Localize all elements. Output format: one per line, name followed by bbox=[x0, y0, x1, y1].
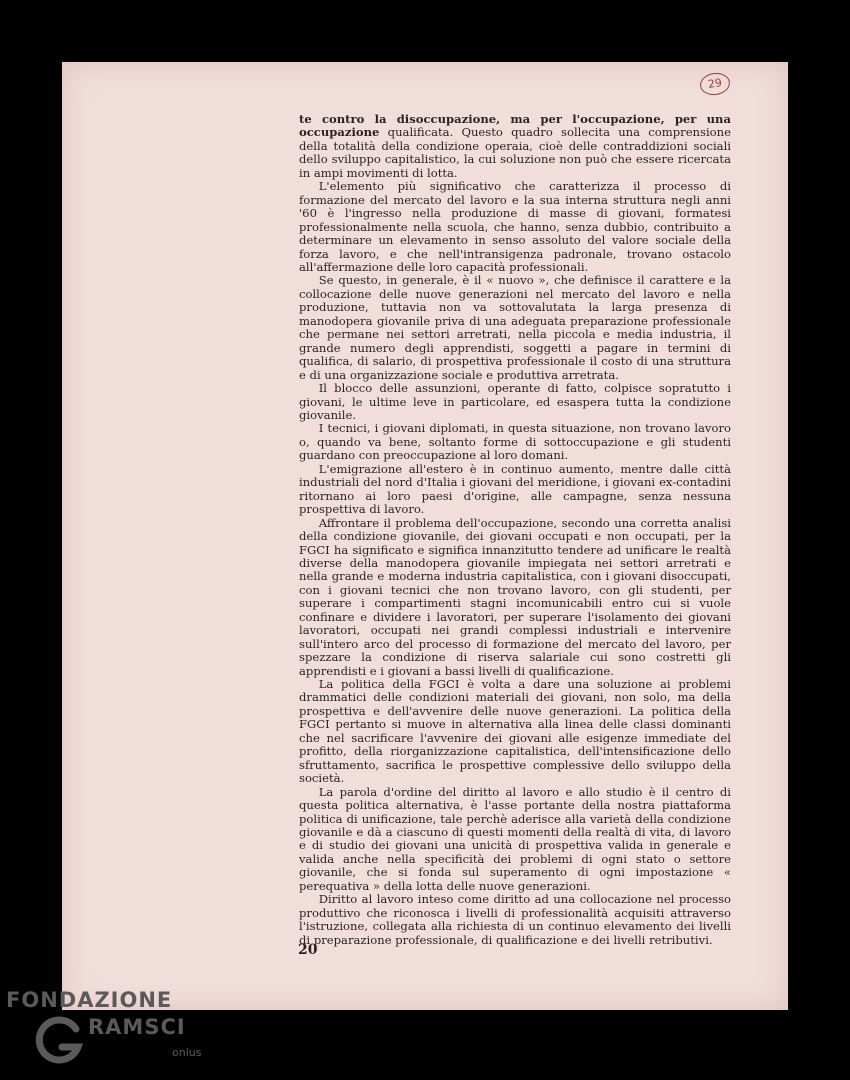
paragraph-9: La parola d'ordine del diritto al lavoro e allo studio è il centro di questa politica alternativa, è l'asse portante della nostra piattaforma politica di unificazione, tale perchè aderisce alla varietà della condizione giovanile e dà a ciascuno di questi momenti della realtà di vita, di lavoro e di studio dei giovani una unicità di prospettiva valida in generale e valida anche nella specificità dei problemi di ogni stato o settore giovanile, che si fonda sul superamento di ogni impostazione « perequativa » della lotta delle nuove generazioni. bbox=[299, 784, 731, 893]
watermark-line-2: RAMSCI bbox=[88, 1015, 186, 1039]
handwritten-page-mark: 29 bbox=[699, 71, 732, 97]
paragraph-2: L'elemento più significativo che caratterizza il processo di formazione del mercato del lavoro e la sua interna struttura negli anni '60 è l'ingresso nella produzione di masse di giovani, formatesi professionalmente nella scuola, che hanno, senza dubbio, contribuito a determinare un elevamento in senso assoluto del valore sociale della forza lavoro, e che nell'intransigenza padronale, trovano ostacolo all'affermazione delle loro capacità professionali. bbox=[299, 179, 731, 274]
fondazione-gramsci-watermark bbox=[0, 985, 220, 1075]
paragraph-3: Se questo, in generale, è il « nuovo », che definisce il carattere e la collocazione delle nuove generazioni nel mercato del lavoro e nella produzione, tuttavia non va sottovalutata la larga presenza di manodopera giovanile priva di una adeguata preparazione professionale che permane nei settori arretrati, nella piccola e media industria, il grande numero degli apprendisti, soggetti a pagare in termini di qualifica, di salario, di prospettiva professionale il costo di una struttura e di una organizzazione sociale e produttiva arretrata. bbox=[299, 273, 731, 382]
paragraph-10: Diritto al lavoro inteso come diritto ad una collocazione nel processo produttivo che riconosca i livelli di professionalità acquisiti attraverso l'istruzione, collegata alla richiesta di un continuo elevamento dei livelli di preparazione professionale, di qualificazione e dei livelli retributivi. bbox=[299, 892, 731, 947]
stylized-g-icon bbox=[32, 1013, 88, 1069]
paragraph-1 bbox=[299, 113, 731, 180]
watermark-line-1: FONDAZIONE bbox=[6, 988, 173, 1012]
paragraph-4: Il blocco delle assunzioni, operante di fatto, colpisce sopratutto i giovani, le ultime leve in particolare, ed esaspera tutta la condizione giovanile. bbox=[299, 381, 731, 422]
body-text bbox=[299, 113, 731, 947]
paragraph-6: L'emigrazione all'estero è in continuo aumento, mentre dalle città industriali del nord d'Italia i giovani del meridione, i giovani ex-contadini ritornano ai loro paesi d'origine, alle campagne, senza nessuna prospettiva di lavoro. bbox=[299, 461, 731, 517]
paragraph-1-text: qualificata. Questo quadro sollecita una comprensione della totalità della condizione operaia, cioè delle contraddizioni sociali dello sviluppo capitalistico, la cui soluzione non può che essere ricercata in ampi movimenti di lotta. bbox=[299, 125, 731, 180]
watermark-line-3: onlus bbox=[172, 1046, 202, 1059]
paragraph-7: Affrontare il problema dell'occupazione, secondo una corretta analisi della condizione giovanile, dei giovani occupati e non occupati, per la FGCI ha significato e significa innanzitutto tendere ad unificare le realtà diverse della manodopera giovanile impiegata nei settori arretrati e nella grande e moderna industria capitalistica, con i giovani disoccupati, con i giovani tecnici che non trovano lavoro, con gli studenti, per superare i compartimenti stagni incomunicabili entro cui si vuole confinare e dividere i lavoratori, per superare l'isolamento dei giovani lavoratori, occupati nei grandi complessi industriali e intervenire sull'intero arco del processo di formazione del mercato del lavoro, per spezzare la condizione di riserva salariale cui sono costretti gli apprendisti e i giovani a bassi livelli di qualificazione. bbox=[299, 515, 731, 678]
paragraph-5: I tecnici, i giovani diplomati, in questa situazione, non trovano lavoro o, quando va bene, soltanto forme di sottoccupazione e gli studenti guardano con preoccupazione al loro domani. bbox=[299, 421, 731, 463]
paragraph-1-bold: te contro la disoccupazione, ma per l'occupazione, per una occupazione bbox=[299, 112, 731, 140]
page-number: 20 bbox=[298, 942, 318, 958]
paragraph-8: La politica della FGCI è volta a dare una soluzione ai problemi drammatici delle condizioni materiali dei giovani, non solo, ma della prospettiva e dell'avvenire delle nuove generazioni. La politica della FGCI pertanto si muove in alternativa alla linea delle classi dominanti che nel sacrificare l'avvenire dei giovani alle esigenze immediate del profitto, della riorganizzazione capitalistica, dell'intensificazione dello sfruttamento, sacrifica le prospettive complessive dello sviluppo della società. bbox=[299, 677, 731, 786]
